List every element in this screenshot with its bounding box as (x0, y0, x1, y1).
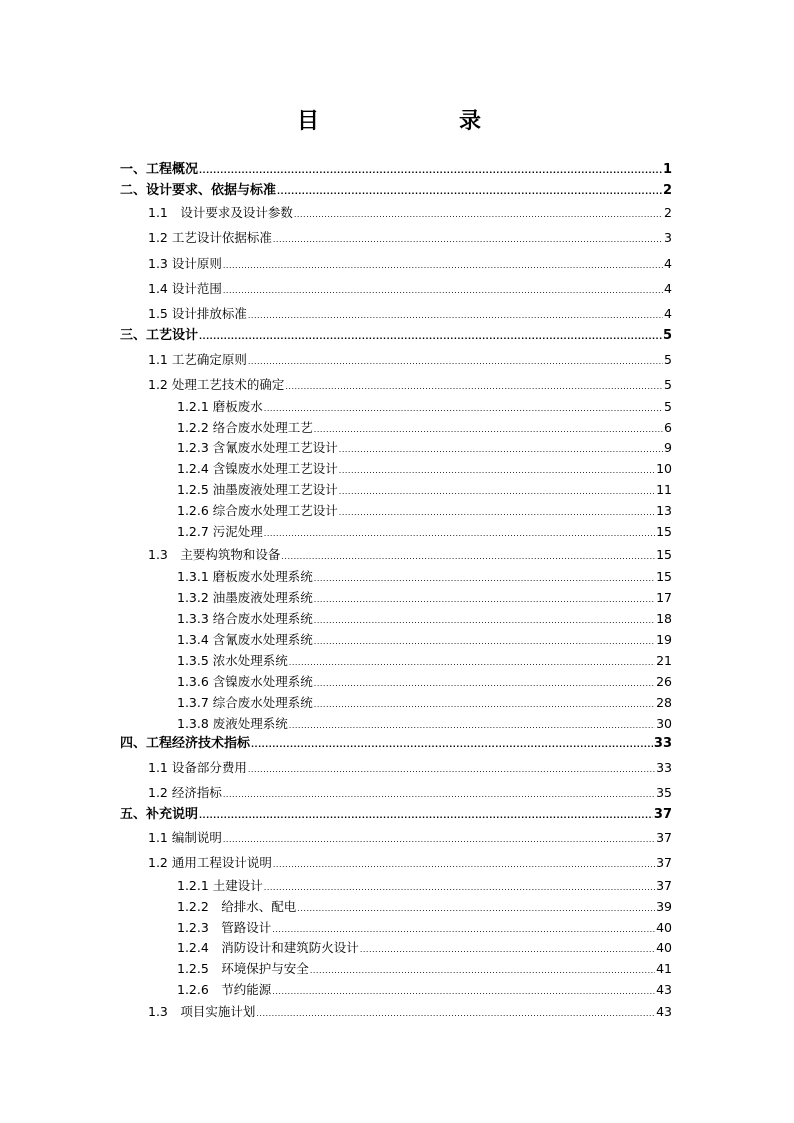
toc-entry-title: 1.3.3 络合废水处理系统 (177, 611, 313, 626)
toc-entry-title: 1.2.1 土建设计 (177, 878, 263, 893)
toc-entry[interactable] (177, 524, 672, 542)
toc-page-number: 37 (656, 878, 672, 893)
toc-page-number: 4 (664, 256, 672, 271)
toc-entry-title: 1.2.4 消防设计和建筑防火设计 (177, 940, 359, 955)
dot-leader (314, 676, 655, 692)
toc-entry[interactable] (148, 352, 672, 370)
toc-entry[interactable] (148, 281, 672, 299)
toc-entry-title: 1.1 编制说明 (148, 830, 222, 845)
toc-page-number: 37 (656, 830, 672, 845)
toc-page-number: 5 (662, 328, 672, 343)
toc-entry[interactable] (148, 785, 672, 803)
toc-page-number: 5 (664, 352, 672, 367)
toc-entry[interactable] (148, 830, 672, 848)
dot-leader (297, 901, 655, 917)
toc-page-number: 13 (656, 503, 672, 518)
dot-leader (289, 718, 655, 734)
dot-leader (277, 184, 662, 200)
toc-entry[interactable] (177, 420, 672, 438)
toc-entry-title: 1.2 通用工程设计说明 (148, 855, 272, 870)
toc-entry-title: 1.1 工艺确定原则 (148, 352, 247, 367)
dot-leader (314, 697, 655, 713)
toc-entry[interactable] (120, 328, 672, 345)
toc-entry[interactable] (120, 183, 672, 200)
toc-page-number: 35 (656, 785, 672, 800)
toc-entry[interactable] (148, 760, 672, 778)
toc-page-number: 4 (664, 281, 672, 296)
toc-page-number: 43 (656, 1004, 672, 1019)
dot-leader (251, 737, 653, 753)
toc-entry[interactable] (148, 377, 672, 395)
toc-entry[interactable] (177, 503, 672, 521)
toc-entry[interactable] (148, 547, 672, 565)
toc-page-number: 37 (656, 855, 672, 870)
toc-page-number: 4 (664, 306, 672, 321)
toc-page-number: 17 (656, 590, 672, 605)
toc-entry-title: 1.2.4 含镍废水处理工艺设计 (177, 461, 338, 476)
toc-entry-title: 1.3 设计原则 (148, 256, 222, 271)
toc-page-number: 6 (664, 420, 672, 435)
toc-entry-title: 三、工艺设计 (120, 328, 199, 343)
toc-entry[interactable] (148, 1004, 672, 1022)
toc-entry-title: 1.3.5 浓水处理系统 (177, 653, 288, 668)
toc-entry-title: 1.1 设计要求及设计参数 (148, 205, 293, 220)
toc-entry[interactable] (148, 256, 672, 274)
toc-entry-title: 1.2 处理工艺技术的确定 (148, 377, 285, 392)
toc-page-number: 15 (656, 524, 672, 539)
dot-leader (310, 963, 655, 979)
dot-leader (264, 880, 655, 896)
toc-page-number: 37 (653, 807, 672, 822)
dot-leader (294, 207, 663, 223)
dot-leader (273, 857, 655, 873)
toc-page-number: 5 (664, 399, 672, 414)
toc-entry[interactable] (177, 482, 672, 500)
toc-entry[interactable] (177, 611, 672, 629)
dot-leader (314, 422, 663, 438)
toc-entry[interactable] (177, 399, 672, 417)
toc-entry[interactable] (177, 878, 672, 896)
dot-leader (314, 592, 655, 608)
toc-page-number: 15 (656, 547, 672, 562)
toc-entry[interactable] (148, 855, 672, 873)
toc-entry-title: 1.2 工艺设计依据标准 (148, 230, 272, 245)
dot-leader (199, 808, 653, 824)
toc-entry[interactable] (120, 162, 672, 179)
toc-page-number: 2 (662, 183, 672, 198)
toc-entry-title: 1.2.5 油墨废液处理工艺设计 (177, 482, 338, 497)
toc-entry-title: 1.2.6 综合废水处理工艺设计 (177, 503, 338, 518)
toc-entry[interactable] (177, 716, 672, 734)
toc-entry-title: 五、补充说明 (120, 807, 199, 822)
dot-leader (264, 401, 663, 417)
toc-entry-title: 1.3.4 含氰废水处理系统 (177, 632, 313, 647)
dot-leader (314, 634, 655, 650)
dot-leader (199, 329, 662, 345)
dot-leader (199, 163, 662, 179)
toc-entry[interactable] (177, 569, 672, 587)
toc-entry[interactable] (120, 736, 672, 753)
dot-leader (223, 283, 663, 299)
dot-leader (339, 505, 655, 521)
dot-leader (272, 984, 655, 1000)
dot-leader (248, 354, 663, 370)
toc-entry-title: 1.2 经济指标 (148, 785, 222, 800)
toc-entry-title: 1.2.2 络合废水处理工艺 (177, 420, 313, 435)
dot-leader (256, 1006, 655, 1022)
toc-page-number: 28 (656, 695, 672, 710)
toc-entry[interactable] (177, 982, 672, 1000)
toc-entry-title: 1.3.1 磨板废水处理系统 (177, 569, 313, 584)
toc-title: 目 录 (296, 108, 513, 134)
toc-page-number: 1 (662, 162, 672, 177)
toc-entry[interactable] (177, 440, 672, 458)
toc-entry-title: 1.3.2 油墨废液处理系统 (177, 590, 313, 605)
toc-entry[interactable] (177, 899, 672, 917)
toc-page-number: 18 (656, 611, 672, 626)
toc-entry-title: 1.2.6 节约能源 (177, 982, 272, 997)
dot-leader (223, 258, 663, 274)
toc-entry-title: 1.3.7 综合废水处理系统 (177, 695, 313, 710)
toc-page-number: 41 (656, 961, 672, 976)
dot-leader (360, 942, 655, 958)
toc-page-number: 43 (656, 982, 672, 997)
dot-leader (339, 484, 655, 500)
toc-entry[interactable] (177, 590, 672, 608)
toc-entry[interactable] (177, 674, 672, 692)
dot-leader (339, 442, 663, 458)
toc-entry[interactable] (120, 807, 672, 824)
toc-entry-title: 1.2.1 磨板废水 (177, 399, 263, 414)
toc-entry-title: 1.3.8 废液处理系统 (177, 716, 288, 731)
toc-entry-title: 1.2.3 含氰废水处理工艺设计 (177, 440, 338, 455)
toc-entry-title: 四、工程经济技术指标 (120, 736, 251, 751)
toc-entry[interactable] (177, 461, 672, 479)
toc-entry-title: 1.2.2 给排水、配电 (177, 899, 297, 914)
toc-entry[interactable] (177, 940, 672, 958)
toc-page-number: 33 (656, 760, 672, 775)
toc-page-number: 30 (656, 716, 672, 731)
dot-leader (223, 787, 655, 803)
toc-entry-title: 1.1 设备部分费用 (148, 760, 247, 775)
toc-page-number: 2 (664, 205, 672, 220)
toc-entry-title: 1.2.3 管路设计 (177, 920, 272, 935)
toc-entry[interactable] (177, 653, 672, 671)
dot-leader (248, 308, 663, 324)
dot-leader (223, 832, 655, 848)
toc-entry[interactable] (177, 695, 672, 713)
toc-entry-title: 1.3 主要构筑物和设备 (148, 547, 281, 562)
toc-entry[interactable] (148, 230, 672, 248)
toc-entry-title: 1.2.5 环境保护与安全 (177, 961, 309, 976)
toc-page-number: 9 (664, 440, 672, 455)
toc-page-number: 11 (656, 482, 672, 497)
toc-entry-title: 1.5 设计排放标准 (148, 306, 247, 321)
toc-entry-title: 1.3.6 含镍废水处理系统 (177, 674, 313, 689)
toc-page-number: 15 (656, 569, 672, 584)
toc-entry-title: 1.2.7 污泥处理 (177, 524, 263, 539)
toc-entry-title: 1.4 设计范围 (148, 281, 222, 296)
toc-entry-title: 二、设计要求、依据与标准 (120, 183, 277, 198)
toc-entry[interactable] (148, 205, 672, 223)
dot-leader (339, 463, 655, 479)
toc-page-number: 19 (656, 632, 672, 647)
toc-page-number: 21 (656, 653, 672, 668)
toc-page-number: 3 (664, 230, 672, 245)
toc-entry[interactable] (177, 961, 672, 979)
dot-leader (314, 613, 655, 629)
dot-leader (281, 549, 655, 565)
dot-leader (273, 232, 663, 248)
toc-page-number: 33 (653, 736, 672, 751)
toc-entry[interactable] (177, 632, 672, 650)
dot-leader (264, 526, 655, 542)
toc-entry-title: 一、工程概况 (120, 162, 199, 177)
toc-page-number: 39 (656, 899, 672, 914)
toc-page-number: 10 (656, 461, 672, 476)
dot-leader (285, 379, 663, 395)
dot-leader (248, 762, 655, 778)
dot-leader (272, 922, 655, 938)
toc-entry-title: 1.3 项目实施计划 (148, 1004, 256, 1019)
toc-entry[interactable] (148, 306, 672, 324)
toc-page-number: 40 (656, 940, 672, 955)
dot-leader (289, 655, 655, 671)
dot-leader (314, 571, 655, 587)
toc-page-number: 40 (656, 920, 672, 935)
toc-page-number: 5 (664, 377, 672, 392)
toc-page-number: 26 (656, 674, 672, 689)
toc-entry[interactable] (177, 920, 672, 938)
